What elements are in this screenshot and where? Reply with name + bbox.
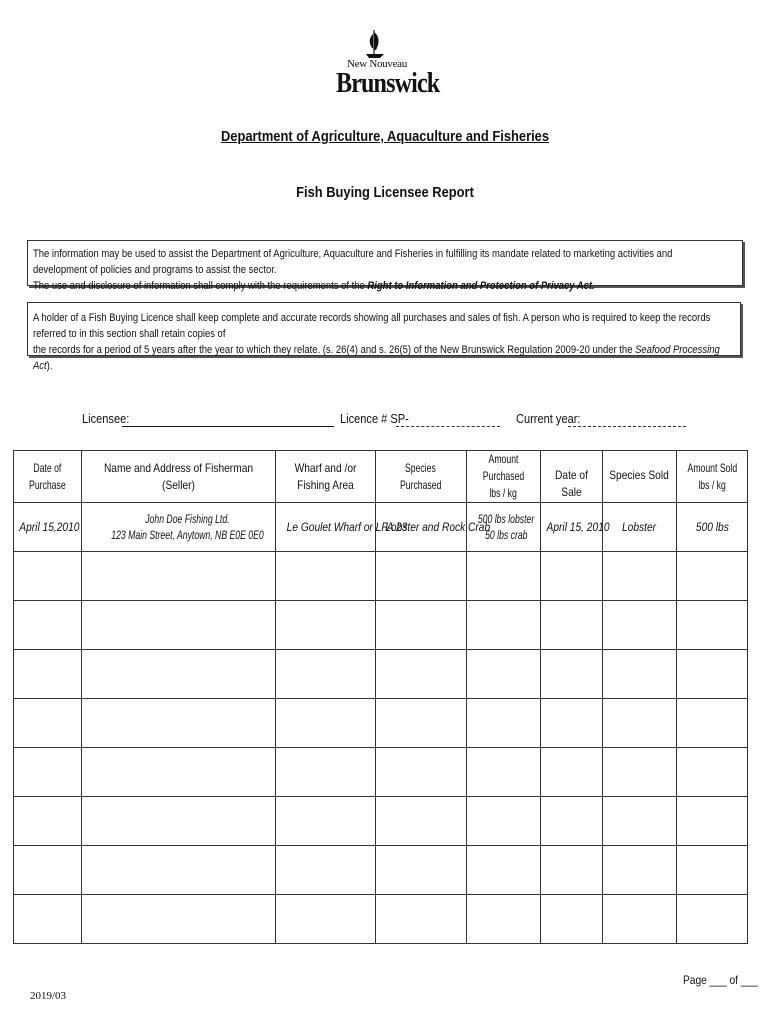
col-species-sold: Species Sold <box>603 451 677 503</box>
col-date-of-purchase: Date of Purchase <box>14 451 82 503</box>
licence-number-label: Licence # SP- <box>340 411 409 426</box>
nb-logo <box>330 28 440 99</box>
records-table <box>13 450 748 944</box>
privacy-act-name: Right to Information and Protection of Privacy Act. <box>367 280 595 292</box>
logo-big-text: Brunswick <box>336 68 440 99</box>
form-revision-code: 2019/03 <box>30 990 67 1002</box>
current-year-label: Current year: <box>516 411 581 426</box>
col-species-purchased: Species Purchased <box>376 451 467 503</box>
record-notice-line2: the records for a period of 5 years after the year to which they relate. (s. 26(4) and s. 26(5) of the New Brunswick Regulation 2009-20 under the <box>33 344 636 356</box>
table-row <box>14 650 748 699</box>
licensee-field[interactable] <box>122 426 334 427</box>
licence-number-field[interactable] <box>396 426 500 427</box>
privacy-notice-line1: The information may be used to assist the Department of Agriculture, Aquaculture and Fisheries in fulfilling its mandate related to marketing activities and development of policies and programs to assist the sector. <box>33 248 673 276</box>
logo-small-text: New Nouveau <box>347 58 407 70</box>
privacy-notice-line2: The use and disclosure of information shall comply with the requirements of the <box>33 280 368 292</box>
record-notice-line1: A holder of a Fish Buying Licence shall keep complete and accurate records showing all purchases and sales of fish. A person who is required to keep the records referred to in this section shall retain copies of <box>33 312 711 340</box>
col-wharf-fishing-area: Wharf and /or Fishing Area <box>276 451 376 503</box>
page-number: Page ___ of ___ <box>683 973 758 987</box>
form-title: Fish Buying Licensee Report <box>296 184 474 201</box>
table-row <box>14 895 748 944</box>
col-amount-sold: Amount Sold lbs / kg <box>677 451 748 503</box>
example-row <box>14 503 748 552</box>
privacy-notice <box>27 240 743 292</box>
ship-icon <box>364 28 386 60</box>
table-header-row <box>14 451 748 503</box>
table-row <box>14 552 748 601</box>
example-fisherman: John Doe Fishing Ltd. 123 Main Street, Anytown, NB E0E 0E0 <box>82 503 276 552</box>
example-amount-purchased: 500 lbs lobster 50 lbs crab <box>467 503 541 552</box>
table-row <box>14 748 748 797</box>
table-row <box>14 601 748 650</box>
example-wharf: Le Goulet Wharf or LFA 23 <box>276 503 376 552</box>
col-fisherman-name-address: Name and Address of Fisherman (Seller) <box>82 451 276 503</box>
col-amount-purchased: Amount Purchased lbs / kg <box>467 451 541 503</box>
seafood-act-name: Seafood Processing Act <box>33 344 720 372</box>
table-row <box>14 699 748 748</box>
example-species-sold: Lobster <box>603 503 677 552</box>
record-keeping-notice: A holder of a Fish Buying Licence shall keep complete and accurate records showing all purchases and sales of fish. A person who is required to keep the records referred to in this section shall retain copies of the records for a period of 5 years after the year to which they relate. (s. 26(4) and s. 26(5) of the New Brunswick Regulation 2009-20 under the Seafood Processing Act). <box>27 302 741 356</box>
example-date-of-purchase: April 15,2010 <box>14 503 82 552</box>
licensee-label: Licensee: <box>82 411 130 426</box>
col-date-of-sale: Date of Sale <box>541 451 603 503</box>
table-row <box>14 797 748 846</box>
department-heading: Department of Agriculture, Aquaculture and Fisheries <box>220 128 550 145</box>
example-amount-sold: 500 lbs <box>677 503 748 552</box>
example-date-of-sale: April 15, 2010 <box>541 503 603 552</box>
current-year-field[interactable] <box>568 426 686 427</box>
example-species-purchased: Lobster and Rock Crab <box>376 503 467 552</box>
table-row <box>14 846 748 895</box>
